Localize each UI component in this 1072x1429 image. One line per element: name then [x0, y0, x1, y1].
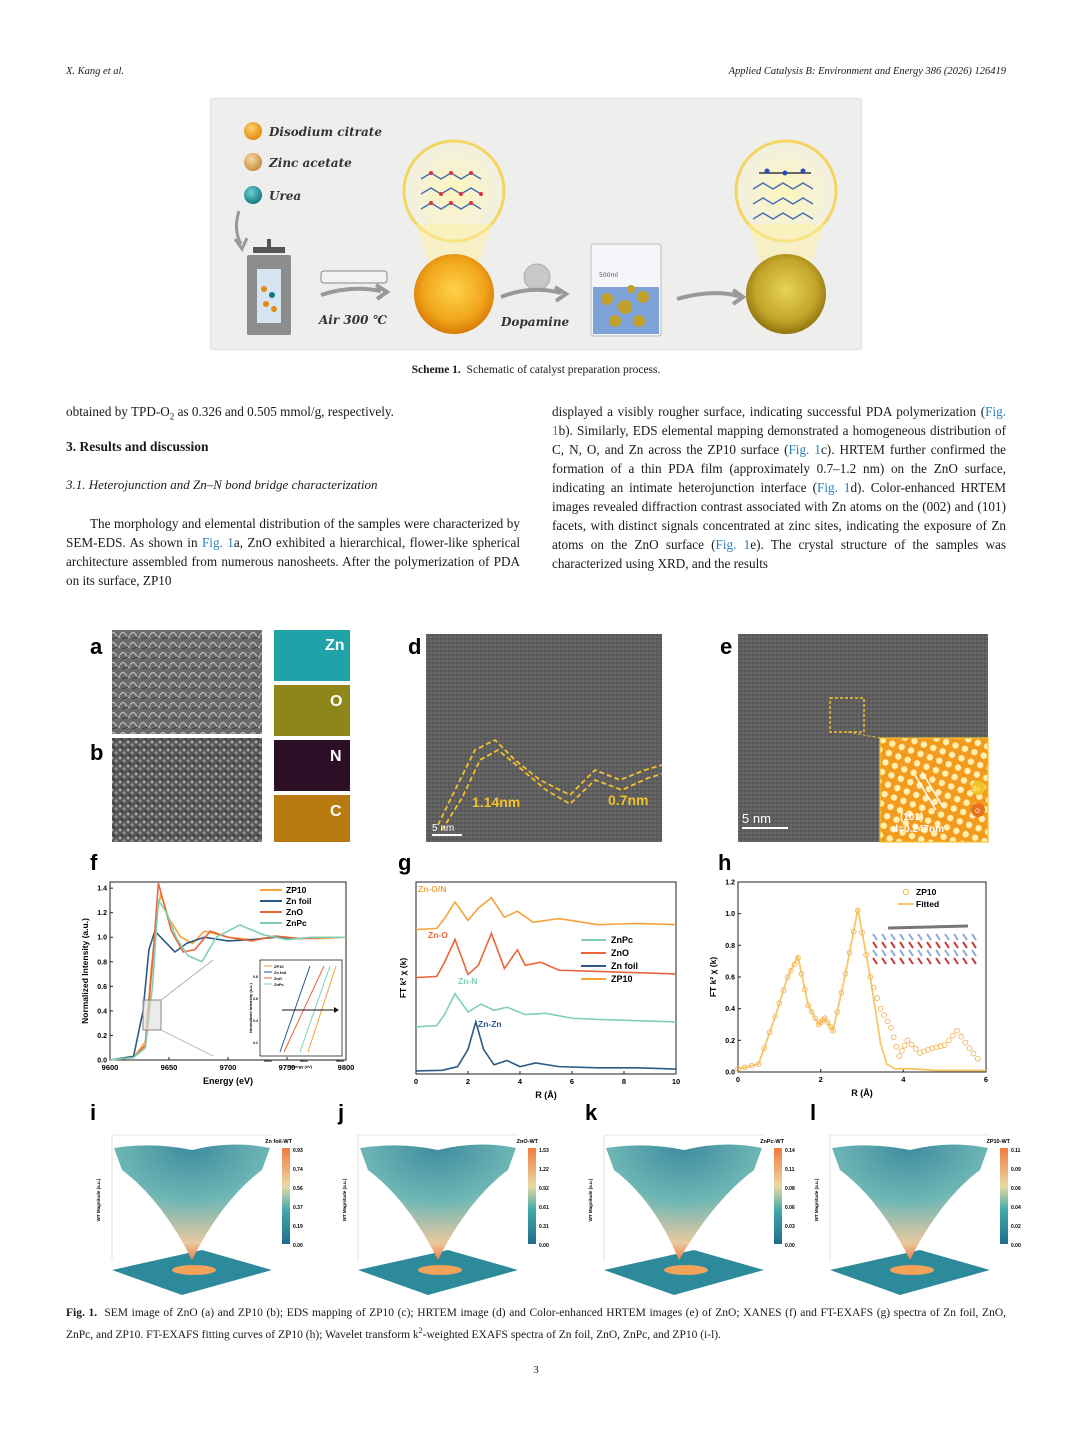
lattice-bond	[900, 958, 904, 964]
sem-image-zp10	[112, 738, 262, 842]
wt-plot-1	[342, 1135, 549, 1295]
wt-floor-peak	[664, 1265, 708, 1275]
legend-label: Zn foil	[286, 896, 312, 906]
lattice-bond	[900, 950, 904, 956]
wt-colorbar-tick: 0.00	[785, 1243, 795, 1249]
eds-label-c: C	[330, 803, 342, 820]
data-point	[878, 1006, 883, 1011]
panel-letter-g: g	[398, 850, 412, 875]
lattice-bond	[927, 934, 931, 940]
wt-colorbar-tick: 0.06	[1011, 1186, 1021, 1192]
lattice-bond	[900, 934, 904, 940]
legend-label: ZnPc	[611, 935, 634, 945]
series-line-znpc	[416, 994, 676, 1027]
furnace-tube-icon	[321, 271, 387, 283]
inset-y-tick-label: 0.2	[253, 1041, 258, 1045]
lattice-bond	[891, 950, 895, 956]
data-point	[913, 1046, 918, 1051]
zp10-flower-image	[746, 254, 826, 334]
hrtem-film-label-1: 1.14nm	[472, 794, 521, 810]
y-tick-label: 0.8	[725, 942, 735, 950]
wt-floor-peak	[418, 1265, 462, 1275]
y-tick-label: 0.0	[97, 1057, 107, 1065]
lattice-bond	[963, 942, 967, 948]
legend-label: ZP10	[916, 887, 937, 897]
wt-colorbar-tick: 0.04	[1011, 1205, 1021, 1211]
lattice-bond	[963, 950, 967, 956]
y-tick-label: 0.2	[725, 1037, 735, 1045]
wt-colorbar-tick: 0.56	[293, 1186, 303, 1192]
section-heading: 3. Results and discussion	[66, 439, 209, 454]
panel-letter-h: h	[718, 850, 732, 875]
wt-plot-3	[814, 1135, 1021, 1295]
y-tick-label: 0.2	[97, 1032, 107, 1040]
structure-model-icon	[873, 926, 976, 964]
step-dopamine-label: Dopamine	[501, 315, 570, 329]
panel-letter-k: k	[585, 1100, 598, 1125]
y-tick-label: 1.0	[725, 911, 735, 919]
lattice-bond	[963, 934, 967, 940]
inset-legend-label: ZnO	[274, 976, 282, 981]
inset-y-label: Normalized Intensity (a.u.)	[248, 983, 253, 1033]
right-paragraph: displayed a visibly rougher surface, indicating successful PDA polymerization (Fig. 1b). Similarly, EDS elemental mapping demonstrated a homogeneous distribution of C, N, O, and Zn across the ZP10 surface (Fig. 1c). HRTEM further confirmed the formation of a thin PDA film (approximately 0.7–1.2 nm) on the ZnO surface, indicating an intimate heterojunction interface (Fig. 1d). Color-enhanced HRTEM images revealed diffraction contrast associated with Zn atoms on the (002) and (101) facets, with distinct signals concentrated at zinc sites, indicating the exposure of Zn atoms on the ZnO surface (Fig. 1e). The crystal structure of the samples was characterized using XRD, and the results	[552, 404, 1007, 571]
hrtem-film-label-2: 0.7nm	[608, 792, 649, 808]
lattice-bond	[918, 934, 922, 940]
inset-legend-label: Zn foil	[274, 970, 286, 975]
data-point	[967, 1046, 972, 1051]
wt-colorbar-tick: 0.11	[1011, 1148, 1021, 1154]
data-point	[902, 1043, 907, 1048]
lattice-bond	[945, 934, 949, 940]
x-tick-label: 2	[465, 1077, 471, 1086]
legend-swatch	[903, 889, 908, 894]
fitting-chart	[708, 880, 988, 1099]
lattice-bond	[909, 958, 913, 964]
x-tick-label: 9650	[160, 1063, 178, 1072]
lattice-bond	[936, 942, 940, 948]
zno-flower-image	[414, 254, 494, 334]
wt-colorbar-tick: 1.22	[539, 1167, 549, 1173]
peak-annotation: Zn-N	[458, 976, 478, 986]
scheme-caption	[0, 362, 1072, 379]
data-point	[889, 1025, 894, 1030]
data-point	[909, 1042, 914, 1047]
inset-y-tick-label: 0.8	[253, 975, 258, 979]
wt-colorbar	[528, 1148, 536, 1244]
urea-dot-icon	[244, 186, 262, 204]
wt-colorbar-tick: 1.53	[539, 1148, 549, 1154]
legend-label: ZnO	[611, 948, 629, 958]
wt-colorbar-tick: 0.00	[293, 1243, 303, 1249]
y-tick-label: 0.6	[97, 983, 107, 991]
lattice-bond	[954, 950, 958, 956]
figure-caption-label: Fig. 1.	[66, 1307, 98, 1319]
lattice-bond	[918, 942, 922, 948]
zinc-acetate-dot-icon	[244, 153, 262, 171]
lattice-bond	[945, 942, 949, 948]
fig1-link[interactable]: Fig. 1	[715, 537, 751, 552]
legend-label: ZnPc	[286, 918, 307, 928]
x-axis-label: R (Å)	[535, 1090, 557, 1100]
subsection-heading: 3.1. Heterojunction and Zn–N bond bridge characterization	[66, 477, 378, 492]
wt-surface	[606, 1144, 762, 1260]
peak-annotation: Zn-O	[428, 930, 448, 940]
x-tick-label: 9750	[278, 1063, 296, 1072]
left-paragraph: The morphology and elemental distribution of the samples were characterized by SEM-EDS. As shown in Fig. 1a, ZnO exhibited a hierarchical, flower-like spherical architecture assembled from numerous nanosheets. After the polymerization of PDA on its surface, ZP10	[66, 516, 520, 588]
xanes-chart	[80, 882, 354, 1086]
y-tick-label: 1.0	[97, 934, 107, 942]
lattice-bond	[936, 934, 940, 940]
fig1-link[interactable]: Fig. 1	[816, 480, 851, 495]
wt-colorbar-tick: 0.31	[539, 1224, 549, 1230]
lattice-bond	[891, 942, 895, 948]
left-line-tpd: obtained by TPD-$O_2$ as 0.326 and 0.505 mmol/g, respectively.	[66, 404, 394, 422]
panel-letter-j: j	[338, 1100, 345, 1125]
zoom-box	[143, 1000, 161, 1030]
wt-surface	[832, 1144, 988, 1260]
panel-letter-e: e	[720, 634, 733, 659]
data-point	[882, 1013, 887, 1018]
y-tick-label: 0.8	[97, 959, 107, 967]
panel-letter-f: f	[90, 850, 98, 875]
plot-frame	[416, 882, 676, 1074]
wt-colorbar-tick: 0.00	[539, 1243, 549, 1249]
sem-image-zno	[112, 630, 262, 734]
legend-label: Fitted	[916, 899, 940, 909]
hrtem-e-scale: 5 nm	[742, 811, 771, 826]
d-spacing-label: d=0.247nm	[892, 824, 944, 835]
peak-annotation: Zn-Zn	[478, 1019, 502, 1029]
legend-label: ZnO	[286, 907, 303, 917]
wt-floor-peak	[172, 1265, 216, 1275]
wt-z-label: WT Magnitude (a.u.)	[342, 1178, 347, 1222]
legend-zinc-acetate: Zinc acetate	[269, 156, 352, 170]
panel-letter-d: d	[408, 634, 422, 659]
y-tick-label: 0.4	[97, 1008, 107, 1016]
running-header-author: X. Kang et al.	[66, 66, 125, 77]
data-point	[900, 1048, 905, 1053]
inset-legend-label: ZnPc	[274, 982, 284, 987]
x-tick-label: 9700	[219, 1063, 237, 1072]
autoclave-icon	[247, 239, 291, 335]
wt-colorbar-tick: 0.03	[785, 1224, 795, 1230]
fig1-link[interactable]: Fig. 1	[552, 404, 1006, 438]
y-tick-label: 0.0	[725, 1069, 735, 1077]
series-line-zn-foil	[416, 1022, 676, 1071]
step-air-label: Air 300 ℃	[319, 313, 387, 327]
wt-colorbar-tick: 0.93	[293, 1148, 303, 1154]
wt-surface	[360, 1144, 516, 1260]
atom-o-label: O	[975, 809, 980, 815]
atom-zn-label: Zn	[973, 787, 981, 793]
x-tick-label: 4	[517, 1077, 523, 1086]
lattice-bond	[927, 958, 931, 964]
plot-frame	[738, 882, 986, 1072]
wt-surface	[114, 1144, 270, 1260]
y-tick-label: 1.4	[97, 885, 107, 893]
lattice-bond	[909, 950, 913, 956]
lattice-bond	[954, 942, 958, 948]
fig1-link[interactable]: Fig. 1	[788, 442, 821, 457]
lattice-bond	[873, 958, 877, 964]
lattice-bond	[882, 934, 886, 940]
lattice-bond	[936, 958, 940, 964]
page-number: 3	[533, 1364, 539, 1376]
dopamine-sphere-icon	[524, 264, 550, 290]
facet-label: (101)	[900, 812, 924, 823]
x-tick-label: 9600	[101, 1063, 119, 1072]
series-line-zp10	[416, 898, 676, 930]
lattice-bond	[954, 934, 958, 940]
data-point	[891, 1035, 896, 1040]
panel-letter-b: b	[90, 740, 104, 765]
x-tick-label: 2	[818, 1075, 823, 1084]
x-tick-label: 0	[735, 1075, 741, 1084]
data-point	[955, 1028, 960, 1033]
hrtem-d-scale: 5 nm	[432, 823, 455, 834]
zoom-line	[161, 1030, 213, 1056]
legend-label: ZP10	[611, 974, 633, 984]
lattice-bond	[909, 934, 913, 940]
wt-plot-2	[588, 1135, 795, 1295]
scheme-figure	[210, 98, 862, 350]
lattice-bond	[891, 934, 895, 940]
x-tick-label: 0	[413, 1077, 419, 1086]
lattice-bond	[972, 958, 976, 964]
x-tick-label: 6	[569, 1077, 575, 1086]
lattice-bond	[972, 942, 976, 948]
data-point	[959, 1034, 964, 1039]
wt-colorbar	[1000, 1148, 1008, 1244]
legend-label: ZP10	[286, 885, 307, 895]
lattice-bond	[882, 942, 886, 948]
data-point	[951, 1033, 956, 1038]
wt-title: ZP10-WT	[986, 1139, 1010, 1145]
wt-colorbar-tick: 0.19	[293, 1224, 303, 1230]
wt-colorbar-tick: 0.37	[293, 1205, 303, 1211]
scheme-caption-text: Schematic of catalyst preparation process.	[466, 364, 661, 376]
series-line-fitted	[738, 909, 986, 1071]
data-point	[975, 1056, 980, 1061]
wt-colorbar-tick: 0.08	[785, 1186, 795, 1192]
hrtem-image-d	[426, 634, 662, 842]
wt-floor-peak	[890, 1265, 934, 1275]
lattice-bond	[918, 950, 922, 956]
lattice-bond	[954, 958, 958, 964]
lattice-bond	[927, 942, 931, 948]
eds-label-o: O	[330, 693, 343, 710]
x-tick-label: 9800	[337, 1063, 355, 1072]
x-tick-label: 6	[983, 1075, 989, 1084]
legend-citrate: Disodium citrate	[269, 125, 382, 139]
wt-colorbar-tick: 0.92	[539, 1186, 549, 1192]
wt-colorbar-tick: 0.00	[1011, 1243, 1021, 1249]
lattice-bond	[909, 942, 913, 948]
data-point	[905, 1038, 910, 1043]
data-point	[897, 1054, 902, 1059]
x-tick-label: 8	[621, 1077, 627, 1086]
wt-colorbar-tick: 0.02	[1011, 1224, 1021, 1230]
x-tick-label: 10	[671, 1077, 681, 1086]
lattice-bond	[972, 934, 976, 940]
peak-annotation: Zn-O/N	[418, 884, 447, 894]
inset-legend-label: ZP10	[274, 964, 284, 969]
wt-plot-0	[96, 1135, 303, 1295]
eds-label-n: N	[330, 748, 342, 765]
wt-z-label: WT Magnitude (a.u.)	[814, 1178, 819, 1222]
pda-layer	[888, 926, 968, 928]
data-point	[885, 1019, 890, 1024]
beaker-volume-label: 500ml	[599, 272, 618, 279]
y-tick-label: 0.6	[725, 974, 735, 982]
lattice-bond	[972, 950, 976, 956]
data-point	[971, 1051, 976, 1056]
beaker-icon	[591, 244, 661, 336]
figure-1	[70, 620, 1021, 1300]
wt-title: Zn foil-WT	[265, 1139, 292, 1145]
inset-x-tick-label: 9630	[264, 1059, 272, 1063]
fig1-link[interactable]: Fig. 1	[201, 535, 234, 550]
wt-colorbar-tick: 0.09	[1011, 1167, 1021, 1173]
lattice-bond	[882, 950, 886, 956]
lattice-bond	[900, 942, 904, 948]
x-tick-label: 4	[901, 1075, 906, 1084]
data-point	[875, 996, 880, 1001]
ftexafs-chart	[398, 882, 680, 1100]
lattice-bond	[945, 950, 949, 956]
legend-label: Zn foil	[611, 961, 638, 971]
lattice-bond	[873, 934, 877, 940]
x-axis-label: Energy (eV)	[202, 1076, 254, 1086]
wt-colorbar-tick: 0.14	[785, 1148, 795, 1154]
panel-letter-a: a	[90, 634, 103, 659]
running-header-journal: Applied Catalysis B: Environment and Energy 386 (2026) 126419	[728, 66, 1006, 77]
wt-colorbar	[774, 1148, 782, 1244]
eds-label-zn: Zn	[325, 637, 345, 654]
citrate-dot-icon	[244, 122, 262, 140]
wt-z-label: WT Magnitude (a.u.)	[96, 1178, 101, 1222]
legend-urea: Urea	[269, 189, 302, 203]
wt-title: ZnO-WT	[516, 1139, 538, 1145]
data-point	[946, 1038, 951, 1043]
y-axis-label: Normalized Intensity (a.u.)	[80, 918, 90, 1024]
inset-x-label: Energy (eV)	[289, 1064, 313, 1069]
wt-colorbar-tick: 0.11	[785, 1167, 795, 1173]
lattice-bond	[927, 950, 931, 956]
zoom-line	[161, 960, 213, 1000]
inset-frame	[260, 960, 342, 1056]
data-point	[963, 1040, 968, 1045]
lattice-bond	[963, 958, 967, 964]
figure-caption: Fig. 1. SEM image of ZnO (a) and ZP10 (b); EDS mapping of ZP10 (c); HRTEM image (d) and Color-enhanced HRTEM images (e) of ZnO; XANES (f) and FT-EXAFS (g) spectra of Zn foil, ZnO, ZnPc, and ZP10. FT-EXAFS fitting curves of ZP10 (h); Wavelet transform $k^2$-weighted EXAFS spectra of Zn foil, ZnO, ZnPc, and ZP10 (i-l).	[66, 1307, 1006, 1341]
lattice-bond	[936, 950, 940, 956]
wt-colorbar-tick: 0.61	[539, 1205, 549, 1211]
inset-x-tick-label: 9640	[336, 1059, 344, 1063]
eds-maps	[274, 630, 350, 842]
lattice-bond	[891, 958, 895, 964]
x-axis-label: R (Å)	[851, 1088, 873, 1098]
inset-y-tick-label: 0.4	[253, 1019, 258, 1023]
y-axis-label: FT k² χ (k)	[398, 957, 408, 999]
scheme-caption-label: Scheme 1.	[411, 364, 461, 376]
lattice-bond	[882, 958, 886, 964]
wavelet-plots	[96, 1135, 1021, 1295]
lattice-bond	[873, 942, 877, 948]
wt-colorbar-tick: 0.74	[293, 1167, 303, 1173]
y-tick-label: 0.4	[725, 1006, 735, 1014]
data-point	[894, 1044, 899, 1049]
lattice-bond	[945, 958, 949, 964]
wt-title: ZnPc-WT	[760, 1139, 784, 1145]
wt-colorbar-tick: 0.06	[785, 1205, 795, 1211]
lattice-bond	[873, 950, 877, 956]
y-tick-label: 1.2	[97, 910, 107, 918]
wt-colorbar	[282, 1148, 290, 1244]
panel-letter-i: i	[90, 1100, 97, 1125]
lattice-bond	[918, 958, 922, 964]
y-axis-label: FT k² χ (k)	[708, 956, 718, 998]
panel-letter-l: l	[810, 1100, 817, 1125]
inset-y-tick-label: 0.6	[253, 997, 258, 1001]
inset-x-tick-label: 9632	[300, 1059, 308, 1063]
y-tick-label: 1.2	[725, 879, 735, 887]
wt-z-label: WT Magnitude (a.u.)	[588, 1178, 593, 1222]
